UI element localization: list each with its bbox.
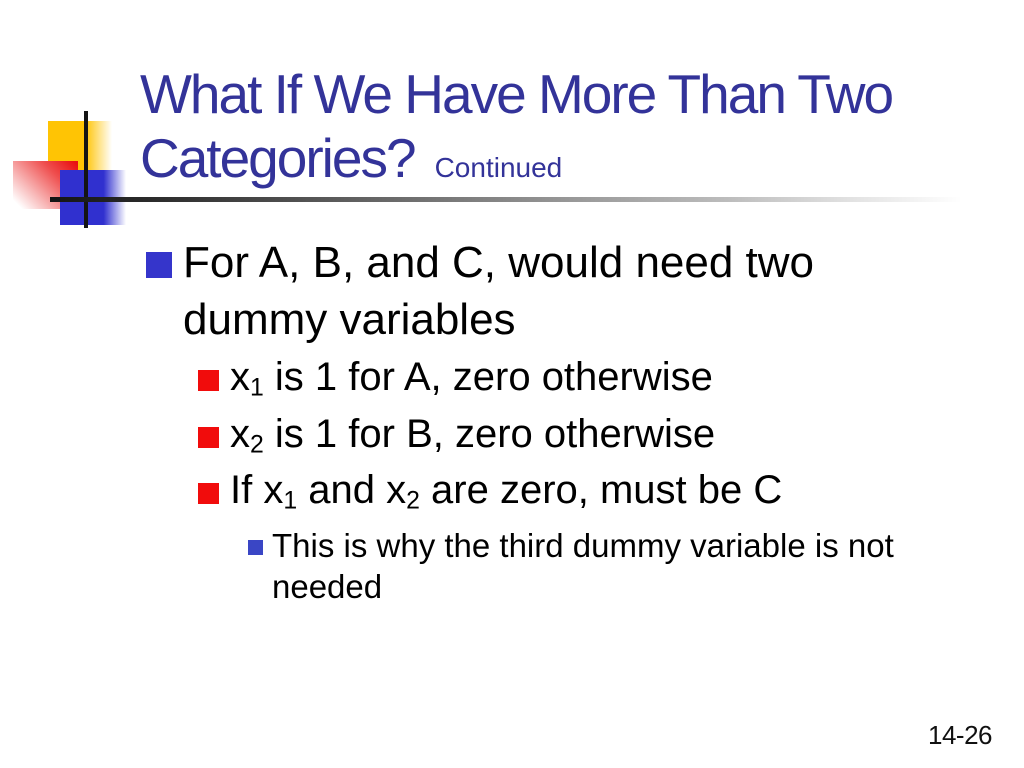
sub-bullet-3-text: If $x_1$ and $x_2$ are zero, must be C <box>230 468 783 515</box>
nested-bullet-text <box>272 525 894 607</box>
sub-bullet-square-icon <box>198 483 219 504</box>
bullet-level1-line2: dummy variables <box>183 295 516 344</box>
title-line-2: Categories? Continued <box>140 127 563 189</box>
bullet-level1-line1: For A, B, and C, would need two <box>183 238 815 287</box>
bullet-square-icon <box>146 252 172 278</box>
subscript: 2 <box>406 487 420 515</box>
nested-bullet-line2: needed <box>272 568 383 605</box>
subscript: 2 <box>250 431 264 459</box>
title-continued-label: Continued <box>434 152 563 183</box>
bullet-level1-text <box>183 234 814 348</box>
nested-bullet-square-icon <box>248 540 263 555</box>
sub-bullet-square-icon <box>198 370 219 391</box>
slide-title <box>140 62 1000 200</box>
sub-bullet-square-icon <box>198 427 219 448</box>
title-line-1: What If We Have More Than Two <box>140 63 893 125</box>
sub-bullet-2-text: $x_2$ is 1 for B, zero otherwise <box>230 412 716 459</box>
sub-bullet-1-text: $x_1$ is 1 for A, zero otherwise <box>230 355 713 402</box>
subscript: 1 <box>250 374 264 402</box>
title-divider-line <box>50 197 990 202</box>
subscript: 1 <box>283 487 298 515</box>
page-number: 14-26 <box>928 720 992 750</box>
nested-bullet-line1: This is why the third dummy variable is not <box>272 527 894 564</box>
vertical-crosshair-line <box>84 111 88 228</box>
